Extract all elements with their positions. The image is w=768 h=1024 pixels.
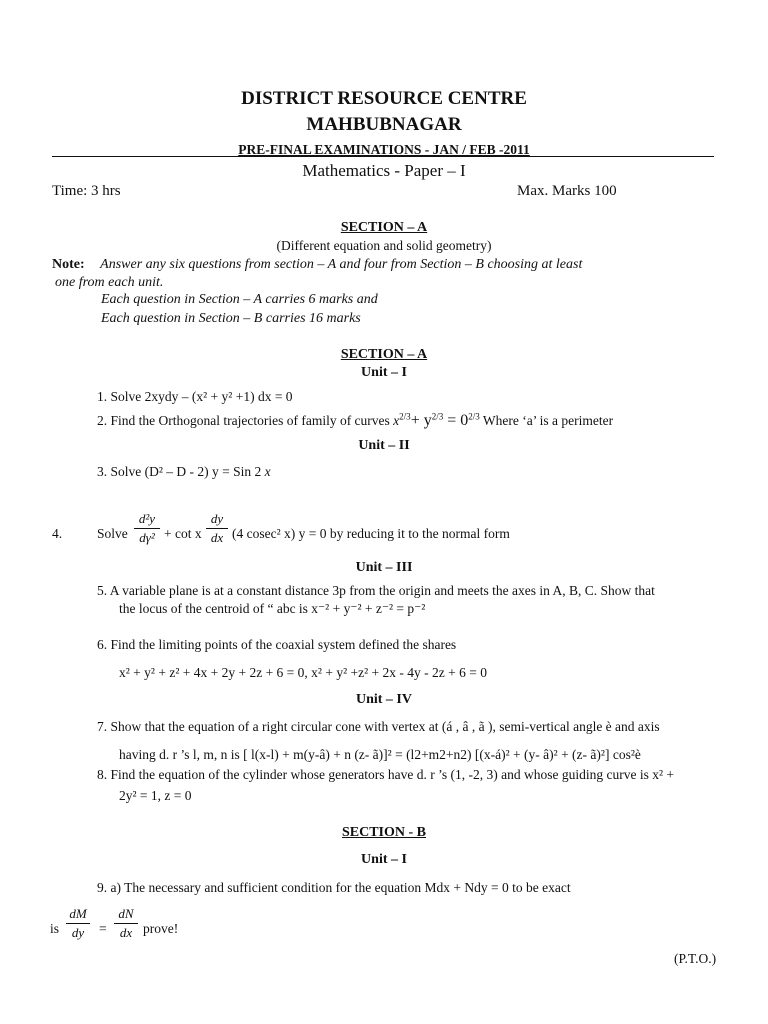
note-continuation: one from each unit. xyxy=(55,275,164,290)
question-9-line-1: 9. a) The necessary and sufficient condition for the equation Mdx + Ndy = 0 to be exact xyxy=(97,880,571,895)
question-9-prove: prove! xyxy=(143,921,179,936)
question-4-cot: + cot x xyxy=(164,526,202,541)
section-b-heading: SECTION - B xyxy=(341,825,427,840)
fraction-1-bar xyxy=(134,528,160,529)
question-2-equation: $x^{2/3}+ y^{2/3} = 0^{2/3}$ xyxy=(393,411,480,429)
note-line xyxy=(52,257,582,273)
question-9-equals: = xyxy=(99,921,107,936)
question-8-line-1: 8. Find the equation of the cylinder whose generators have d. r ’s (1, -2, 3) and whose guiding curve is x² + xyxy=(97,767,675,782)
unit-1-heading: Unit – I xyxy=(361,365,407,380)
question-2 xyxy=(97,412,613,430)
fraction-2-numerator: dy xyxy=(210,511,224,526)
unit-4-heading: Unit – IV xyxy=(355,692,412,707)
question-7-line-2: having d. r ’s l, m, n is [ l(x-l) + m(y-â) + n (z- ã)]² = (l2+m2+n2) [(x-á)² + (y- â)² + (z- ã)²] cos²è xyxy=(119,747,641,762)
exam-title: PRE-FINAL EXAMINATIONS - JAN / FEB -2011 xyxy=(238,142,530,157)
unit-2-heading: Unit – II xyxy=(358,438,410,453)
fraction-1-numerator: d²y xyxy=(138,511,156,526)
section-a-heading-intro: SECTION – A xyxy=(340,220,428,235)
q9-fraction-2-bar xyxy=(114,923,138,924)
question-9-fraction-2 xyxy=(114,906,138,941)
unit-3-heading: Unit – III xyxy=(355,560,413,575)
question-3 xyxy=(97,464,271,480)
question-6-line-2: x² + y² + z² + 4x + 2y + 2z + 6 = 0, x² + y² +z² + 2x - 4y - 2z + 6 = 0 xyxy=(119,665,487,680)
question-4-solve: Solve xyxy=(97,526,128,541)
marks-section-b: Each question in Section – B carries 16 marks xyxy=(101,311,361,326)
question-6-line-1: 6. Find the limiting points of the coaxial system defined the shares xyxy=(97,637,457,652)
question-4-fraction-1 xyxy=(134,511,160,546)
fraction-2-bar xyxy=(206,528,228,529)
question-3-variable: x xyxy=(264,464,271,479)
pto-label: (P.T.O.) xyxy=(674,951,717,966)
time-label: Time: 3 hrs xyxy=(52,183,121,199)
question-4-number: 4. xyxy=(52,526,63,541)
question-9-fraction-1 xyxy=(66,906,90,941)
header-rule xyxy=(52,156,714,157)
note-text: Answer any six questions from section – A and four from Section – B choosing at least xyxy=(100,257,583,272)
question-7-line-1: 7. Show that the equation of a right circular cone with vertex at (á , â , ã ), semi-vertical angle è and axis xyxy=(97,719,660,734)
q9-fraction-2-denominator: dx xyxy=(119,925,133,940)
fraction-1-denominator: dγ² xyxy=(139,530,155,545)
question-4-fraction-2 xyxy=(206,511,228,546)
org-title-line1: DISTRICT RESOURCE CENTRE xyxy=(241,88,527,109)
question-2-prefix: 2. Find the Orthogonal trajectories of family of curves xyxy=(97,413,390,428)
section-a-heading: SECTION – A xyxy=(340,347,428,362)
question-9-is: is xyxy=(50,921,60,936)
fraction-2-denominator: dx xyxy=(210,530,224,545)
question-5-line-2: the locus of the centroid of “ abc is x⁻² + y⁻² + z⁻² = p⁻² xyxy=(119,601,426,616)
question-4-rest: (4 cosec² x) y = 0 by reducing it to the normal form xyxy=(232,526,510,541)
q9-fraction-1-denominator: dy xyxy=(71,925,85,940)
question-8-line-2: 2y² = 1, z = 0 xyxy=(119,788,192,803)
q9-fraction-2-numerator: dN xyxy=(118,906,134,921)
question-1: 1. Solve 2xydy – (x² + y² +1) dx = 0 xyxy=(97,389,293,404)
q9-fraction-1-numerator: dM xyxy=(69,906,87,921)
org-title-line2: MAHBUBNAGAR xyxy=(306,114,462,135)
question-3-text: 3. Solve (D² – D - 2) y = Sin 2 xyxy=(97,464,262,479)
section-subtitle: (Different equation and solid geometry) xyxy=(276,238,492,253)
max-marks-label: Max. Marks 100 xyxy=(517,183,617,199)
q9-fraction-1-bar xyxy=(66,923,90,924)
subject-title: Mathematics - Paper – I xyxy=(302,161,466,180)
question-2-suffix: Where ‘a’ is a perimeter xyxy=(482,413,614,428)
marks-section-a: Each question in Section – A carries 6 marks and xyxy=(101,292,378,307)
question-5-line-1: 5. A variable plane is at a constant distance 3p from the origin and meets the axes in A, B, C. Show that xyxy=(97,583,655,598)
note-label: Note: xyxy=(52,257,85,272)
section-b-unit-1-heading: Unit – I xyxy=(361,852,407,867)
